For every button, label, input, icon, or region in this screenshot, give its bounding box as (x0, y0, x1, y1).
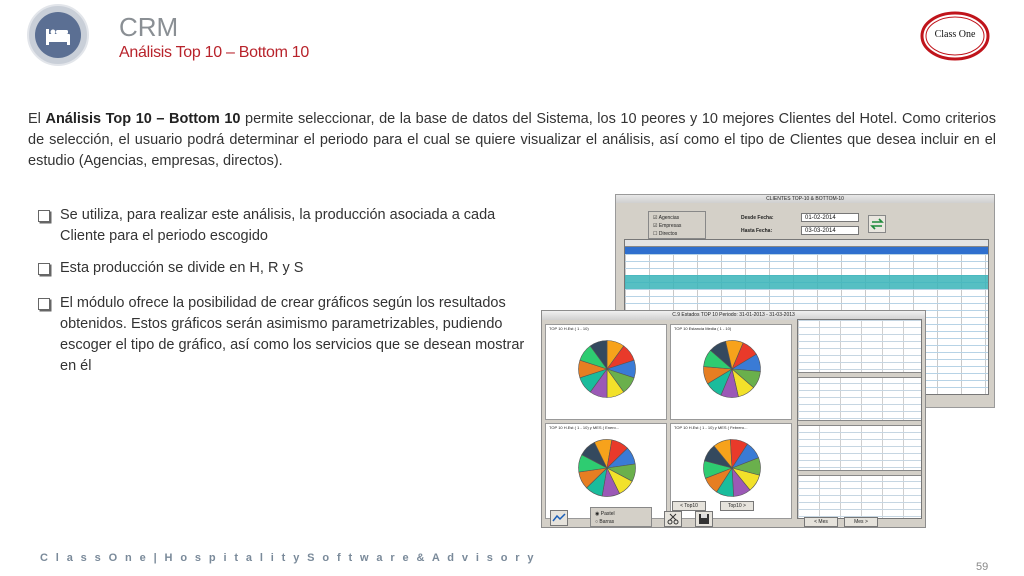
filter-agencias[interactable]: ☑ Agencias (653, 215, 680, 221)
selected-row[interactable] (625, 247, 988, 254)
list-item (38, 293, 528, 377)
to-date-label: Hasta Fecha: (741, 228, 773, 234)
next-month-button[interactable]: Mes > (844, 517, 878, 527)
client-type-filter (648, 211, 706, 239)
checkbox-bullet-icon (38, 205, 60, 247)
list-item-text: El módulo ofrece la posibilidad de crear gráficos según los resultados obtenidos. Estos gráficos serán asimismo parametrizables, pudiendo escoger el tipo de gráfico, así como los servicios que se desean mostrar en él (60, 295, 525, 374)
pie-chart-title: TOP 10 H.Est ( 1 - 10) (549, 326, 589, 331)
table-separator (798, 470, 921, 476)
window-titlebar: C.9 Estados TOP 10 Periodo: 31-01-2013 - 31-03-2013 (542, 311, 925, 320)
list-item (38, 205, 528, 247)
pie-chart (702, 339, 762, 399)
cut-button[interactable] (664, 511, 682, 527)
prev-top10-button[interactable]: < Top10 (672, 501, 706, 511)
feature-list (38, 205, 528, 388)
floppy-disk-icon (696, 512, 712, 526)
intro-paragraph (28, 109, 996, 172)
pie-chart-title: TOP 10 Estancia Media ( 1 - 10) (674, 326, 732, 331)
intro-bold-term: Análisis Top 10 – Bottom 10 (45, 111, 241, 127)
results-table[interactable] (797, 319, 922, 519)
pie-chart-panel (545, 324, 667, 420)
next-top10-button[interactable]: Top10 > (720, 501, 754, 511)
page-title: CRM (119, 12, 179, 42)
from-date-label: Desde Fecha: (741, 215, 774, 221)
prev-month-button[interactable]: < Mes (804, 517, 838, 527)
chart-tools-button[interactable] (550, 510, 568, 526)
highlight-row[interactable] (625, 282, 988, 289)
list-item (38, 258, 528, 282)
pie-chart (577, 438, 637, 498)
highlight-row[interactable] (625, 275, 988, 282)
window-titlebar: CLIENTES TOP-10 & BOTTOM-10 (616, 195, 994, 203)
pie-chart (577, 339, 637, 399)
filter-directos[interactable]: ☐ Directos (653, 231, 678, 237)
scissors-icon (665, 512, 681, 526)
bed-icon (35, 12, 81, 58)
brand-name: Class One (934, 29, 976, 40)
pie-chart-panel (545, 423, 667, 519)
list-item-text: Se utiliza, para realizar este análisis, la producción asociada a cada Cliente para el periodo escogido (60, 207, 496, 244)
intro-text-start: El (28, 111, 46, 127)
page-subtitle: Análisis Top 10 – Bottom 10 (119, 44, 309, 61)
page-number: 59 (976, 561, 989, 573)
pie-chart-title: TOP 10 H.Est ( 1 - 10) y MES ( Enero... (549, 425, 620, 430)
pie-chart-title: TOP 10 H.Est ( 1 - 10) y MES ( Febrero... (674, 425, 748, 430)
refresh-icon (869, 216, 885, 232)
pie-chart-panel (670, 324, 792, 420)
radio-barras[interactable]: ○ Barras (595, 519, 615, 525)
radio-pastel[interactable]: ◉ Pastel (595, 511, 615, 517)
checkbox-bullet-icon (38, 293, 60, 377)
to-date-field[interactable]: 03-03-2014 (801, 226, 859, 235)
chart-icon (551, 511, 567, 525)
table-separator (798, 420, 921, 426)
class-one-logo (919, 8, 991, 64)
chart-type-selector (590, 507, 652, 527)
list-item-text: Esta producción se divide en H, R y S (60, 260, 304, 276)
save-button[interactable] (695, 511, 713, 527)
filter-empresas[interactable]: ☑ Empresas (653, 223, 682, 229)
footer-tagline: C l a s s O n e | H o s p i t a l i t y S o f t w a r e & A d v i s o r y (40, 552, 536, 564)
pie-chart (702, 438, 762, 498)
refresh-button[interactable] (868, 215, 886, 233)
checkbox-bullet-icon (38, 258, 60, 282)
grid-header (625, 240, 988, 247)
top10-charts-window (541, 310, 926, 528)
intro-text-end: permite seleccionar, de la base de datos del Sistema, los 10 peores y 10 mejores Clientes del Hotel. Como criterios de selección, el usuario podrá determinar el periodo para el cual se quiere visualizar el análisis, así como el tipo de Clientes que desea incluir en el estudio (Agencias, empresas, directos). (28, 111, 996, 169)
table-separator (798, 372, 921, 378)
hotel-logo (27, 4, 89, 66)
from-date-field[interactable]: 01-02-2014 (801, 213, 859, 222)
